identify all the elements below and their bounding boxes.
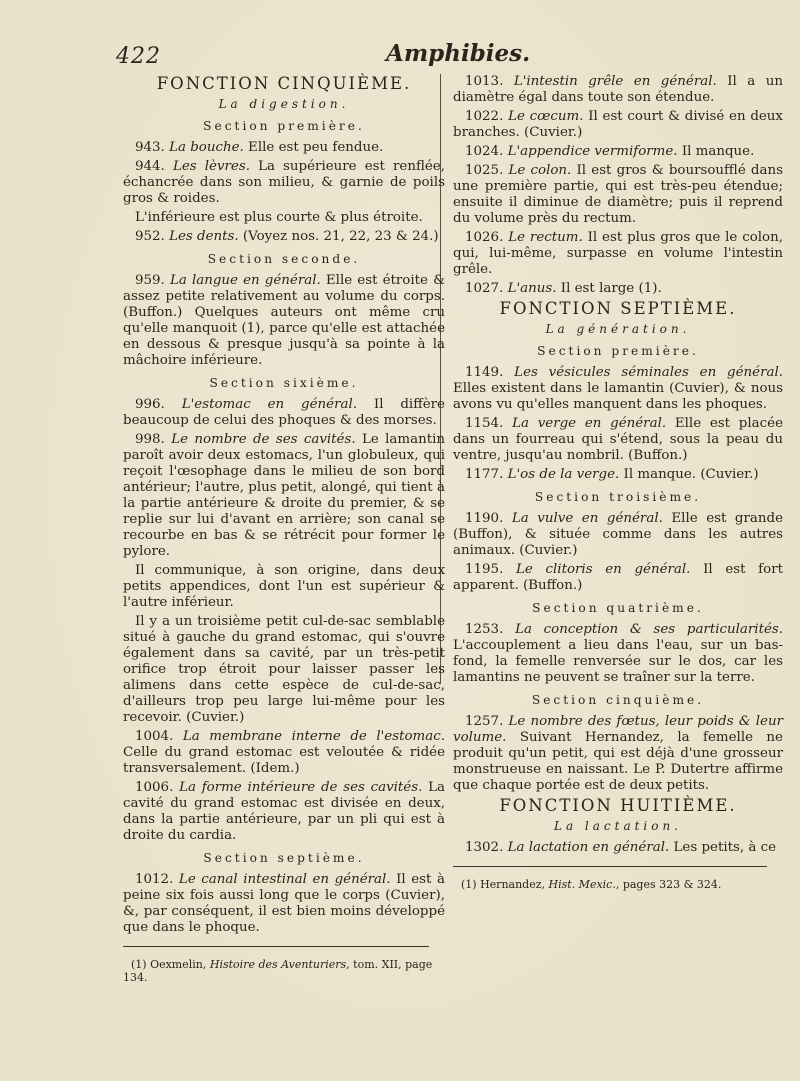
footnote-rule [453,866,767,867]
paragraph: Il y a un troisième petit cul-de-sac semblable situé à gauche du grand estomac, qui s'ouvre également dans sa cavité, par un très-petit orifice trop étroit pour laisser passer les alimens dans cette espèce de cul-de-sac, d'ailleurs trop peu large lui-même pour les recevoir. (Cuvier.) [123,614,445,725]
paragraph: 1253. La conception & ses particularités. L'accouplement a lieu dans l'eau, sur un bas-fond, la femelle renversée sur le dos, car les lamantins ne peuvent se traîner sur la terre. [453,622,783,685]
footnote: (1) Hernandez, Hist. Mexic., pages 323 & 324. [461,878,722,891]
section-heading: Section seconde. [207,252,361,266]
paragraph: 1012. Le canal intestinal en général. Il est à peine six fois aussi long que le corps (Cuvier), &, par conséquent, il est bien moins développé que dans le phoque. [123,872,445,935]
paragraph: 1177. L'os de la verge. Il manque. (Cuvier.) [465,467,759,482]
paragraph: 1257. Le nombre des fœtus, leur poids & leur volume. Suivant Hernandez, la femelle ne produit qu'un petit, qui est déjà d'une grosseur monstrueuse en naissant. Le P. Dutertre affirme que chaque portée est de deux petits. [453,714,783,793]
paragraph: 1026. Le rectum. Il est plus gros que le colon, qui, lui-même, surpasse en volume l'intestin grêle. [453,230,783,277]
section-heading: Section sixième. [209,376,359,390]
fonction-subheading: La génération. [545,322,691,336]
paragraph: 1013. L'intestin grêle en général. Il a un diamètre égal dans toute son étendue. [453,74,783,105]
section-heading: Section troisième. [534,490,702,504]
fonction-heading: FONCTION SEPTIÈME. [499,299,737,318]
paragraph: 1004. La membrane interne de l'estomac. Celle du grand estomac est veloutée & ridée transversalement. (Idem.) [123,729,445,776]
fonction-subheading: La digestion. [218,97,350,111]
paragraph: 1024. L'appendice vermiforme. Il manque. [465,144,755,159]
paragraph: 1195. Le clitoris en général. Il est fort apparent. (Buffon.) [453,562,783,593]
paragraph: 996. L'estomac en général. Il diffère beaucoup de celui des phoques & des morses. [123,397,445,428]
paragraph: Il communique, à son origine, dans deux petits appendices, dont l'un est supérieur & l'autre inférieur. [123,563,445,610]
paragraph: 959. La langue en général. Elle est étroite & assez petite relativement au volume du corps. (Buffon.) Quelques auteurs ont même cru qu'elle manquoit (1), parce qu'elle est attachée en dessous & presque jusqu'à sa pointe à la mâchoire inférieure. [123,273,445,368]
paragraph: 944. Les lèvres. La supérieure est renflée, échancrée dans son milieu, & garnie de poils gros & roides. [123,159,445,206]
fonction-heading: FONCTION CINQUIÈME. [156,74,412,93]
paragraph: L'inférieure est plus courte & plus étroite. [135,210,423,225]
section-heading: Section quatrième. [532,601,704,615]
fonction-subheading: La lactation. [553,819,683,833]
paragraph: 1149. Les vésicules séminales en général. Elles existent dans le lamantin (Cuvier), & nous avons vu qu'elles manquent dans les phoques. [453,365,783,412]
paragraph: 998. Le nombre de ses cavités. Le lamantin paroît avoir deux estomacs, l'un globuleux, qui reçoit l'œsophage dans le milieu de son bord antérieur; l'autre, plus petit, alongé, qui tient à la partie antérieure & droite du premier, & se replie sur lui d'avant en arrière; son canal se recourbe en bas & se rétrécit pour former le pylore. [123,432,445,559]
paragraph: 1154. La verge en général. Elle est placée dans un fourreau qui s'étend, sous la peau du ventre, jusqu'au nombril. (Buffon.) [453,416,783,463]
paragraph: 1025. Le colon. Il est gros & boursoufflé dans une première partie, qui est très-peu étendue; ensuite il diminue de diamètre; puis il reprend du volume près du rectum. [453,163,783,226]
right-column [453,74,783,902]
paragraph: 1302. La lactation en général. Les petits, à ce [465,840,777,855]
page-number: 422 [116,44,161,69]
footnote-rule [123,946,429,947]
fonction-heading: FONCTION HUITIÈME. [499,796,737,815]
section-heading: Section cinquième. [531,693,705,707]
footnote: (1) Oexmelin, Histoire des Aventuriers, tom. XII, page 134. [123,958,433,984]
paragraph: 943. La bouche. Elle est peu fendue. [135,140,384,155]
left-column [123,72,445,995]
section-heading: Section septième. [203,851,365,865]
paragraph: 952. Les dents. (Voyez nos. 21, 22, 23 & 24.) [135,229,439,244]
paragraph: 1190. La vulve en général. Elle est grande (Buffon), & située comme dans les autres animaux. (Cuvier.) [453,511,783,558]
paragraph: 1027. L'anus. Il est large (1). [465,281,662,296]
section-heading: Section première. [203,119,365,133]
section-heading: Section première. [537,344,699,358]
running-title: Amphibies. [386,40,531,67]
paragraph: 1022. Le cœcum. Il est court & divisé en deux branches. (Cuvier.) [453,109,783,140]
paragraph: 1006. La forme intérieure de ses cavités. La cavité du grand estomac est divisée en deux, dans la partie antérieure, par un pli qui est à droite du cardia. [123,780,445,843]
